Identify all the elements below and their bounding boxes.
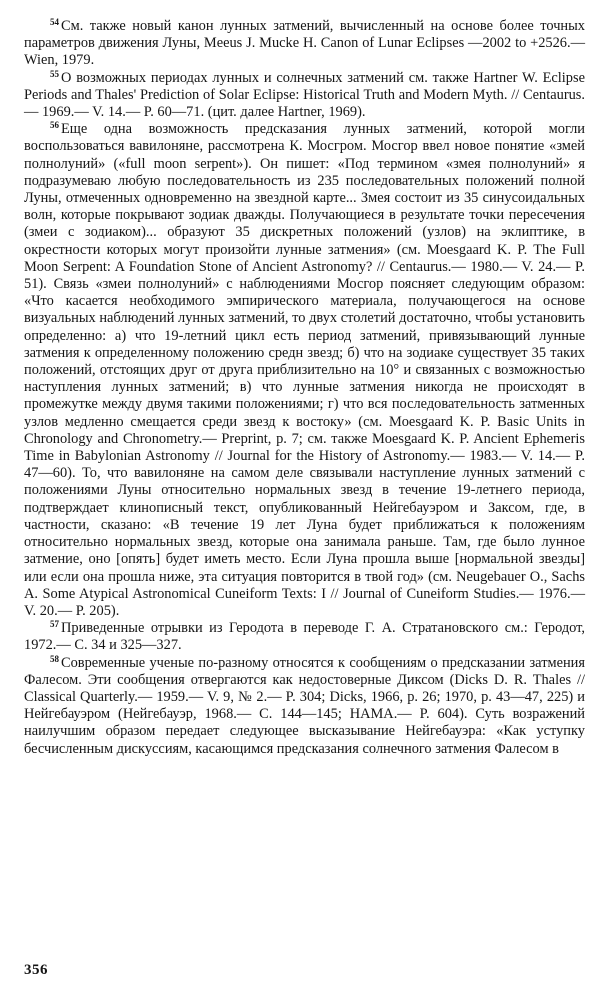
footnote-number: 54 — [50, 17, 59, 27]
footnote-54 — [24, 18, 585, 70]
page-number: 356 — [24, 962, 48, 978]
footnote-number: 55 — [50, 68, 59, 79]
footnote-text: Еще одна возможность предсказания лунных затмений, которой могли воспользоваться вавилоняне, рассмотрена К. Мосгром. Мосгор ввел новое понятие «змей полнолуний» («full moon serpent»). Он пишет: «Под термином «змея полнолуний» я подразумеваю любую последовательность из 235 последовательных положений полной Луны, отмеченных одновременно на звездной карте... Змея состоит из 35 синусоидальных волн, которые покрывают зодиак дважды. Получающиеся в результате точки пересечения (змеи с зодиаком)... образуют 35 дискретных положений (узлов) на эклиптике, в окрестности которых могут произойти лунные затмения» (см. Moesgaard K. P. The Full Moon Serpent: A Foundation Stone of Ancient Astronomy? // Centaurus.— 1980.— V. 24.— P. 51). Связь «змеи полнолуний» с наблюдениями Мосгор поясняет следующим образом: «Что касается необходимого эмпирического материала, получающегося на основе визуальных наблюдений лунных затмений, то двух столетий достаточно, чтобы установить определенно: а) что 19-летний цикл есть период затмений, привязывающий лунные затмения к определенному положению средн звезд; б) что на зодиаке существует 35 таких положений, отстоящих друг от друга приблизительно на 10° и связанных с возможностью наступления лунных затмений; в) что лунные затмения никогда не происходят в промежутке между двумя такими положениями; г) что вся последовательность затменных узлов медленно смещается среди звезд к востоку» (см. Moesgaard K. P. Basic Units in Chronology and Chronometry.— Preprint, p. 7; см. также Moesgaard K. P. Ancient Ephemeris Time in Babylonian Astronomy // Journal for the History of Astronomy.— 1983.— V. 14.— P. 47—60). То, что вавилоняне на самом деле связывали наступление лунных затмений с положениями Луны относительно нормальных звезд в течение 19-летнего периода, подтверждает клинописный текст, опубликованный Нейгебауэром и Заксом, где, в частности, сказано: «В течение 19 лет Луна будет приближаться к положениям относительно нормальных звезд, которые она занимала раньше. Там, где было лунное затмение, оно [опять] будет иметь место. Если Луна прошла выше [нормальной звезды] или если она прошла ниже, эта ситуация повторится в твой год» (см. Neugebauer O., Sachs A. Some Atypical Astronomical Cuneiform Texts: I // Journal of Cuneiform Studies.— 1976.— V. 20.— P. 205). — [24, 121, 585, 619]
footnote-text: Современные ученые по-разному относятся к сообщениям о предсказании затмения Фалесом. Эти сообщения отвергаются как недостоверные Диксом (Dicks D. R. Thales // Classical Quarterly.— 1959.— V. 9, № 2.— P. 304; Dicks, 1966, p. 26; 1970, p. 43—47, 225) и Нейгебауэром (Нейгебауэр, 1968.— С. 144—145; HAMA.— P. 604). Суть возражений наилучшим образом передает следующее высказывание Нейгебауэра: «Как уступку бесчисленным дискуссиям, касающимся предсказания солнечного затмения Фалесом в — [24, 654, 585, 757]
footnote-number: 57 — [50, 619, 59, 630]
footnote-text: См. также новый канон лунных затмений, вычисленный на основе более точных параметров движения Луны, Meeus J. Mucke H. Canon of Lunar Eclipses —2002 to +2526.— Wien, 1979. — [24, 18, 585, 69]
footnote-58 — [24, 655, 585, 758]
footnote-text: Приведенные отрывки из Геродота в переводе Г. А. Стратановского см.: Геродот, 1972.— С. 34 и 325—327. — [24, 620, 585, 654]
footnote-number: 58 — [50, 653, 59, 664]
footnote-number: 56 — [50, 120, 59, 131]
footnote-text: О возможных периодах лунных и солнечных затмений см. также Hartner W. Eclipse Periods and Thales' Prediction of Solar Eclipse: Historical Truth and Modern Myth. // Centaurus.— 1969.— V. 14.— P. 60—71. (цит. далее Hartner, 1969). — [24, 69, 585, 121]
footnote-55 — [24, 70, 585, 122]
footnote-57 — [24, 620, 585, 654]
footnotes-block — [24, 18, 585, 758]
footnote-56 — [24, 121, 585, 620]
